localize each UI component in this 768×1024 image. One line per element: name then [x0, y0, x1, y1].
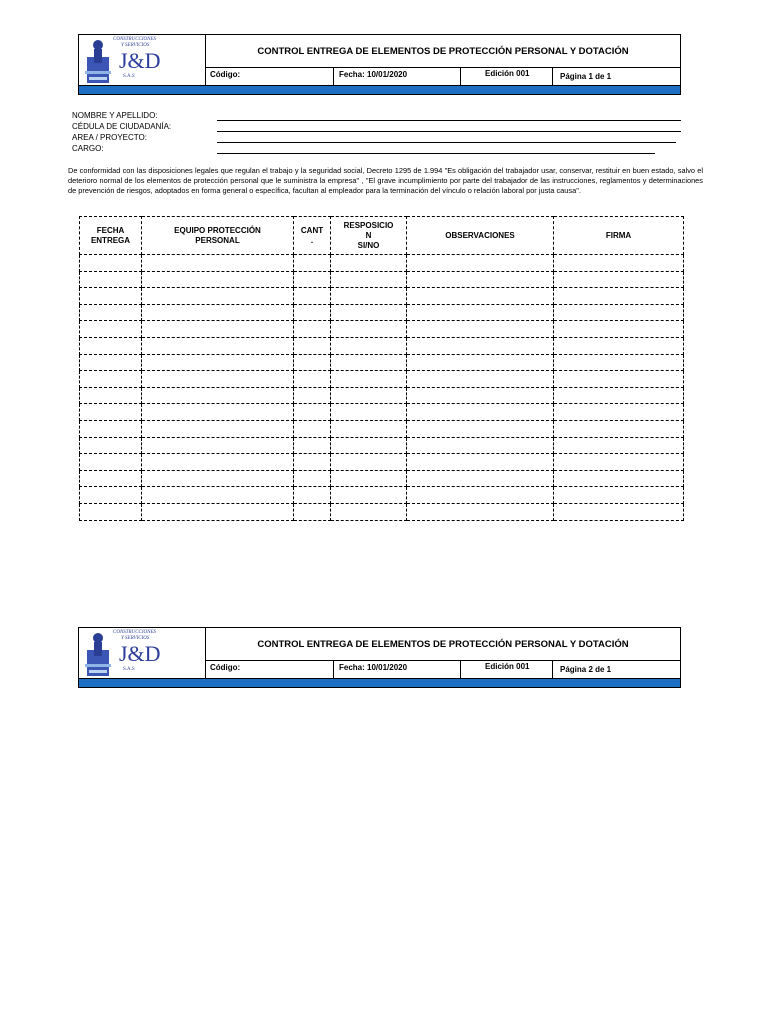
table-cell[interactable]	[407, 288, 554, 305]
table-row	[80, 304, 684, 321]
company-logo	[79, 628, 206, 679]
field-label: CÉDULA DE CIUDADANÍA:	[72, 122, 172, 131]
table-cell[interactable]	[554, 337, 684, 354]
pagina-label: Página 2 de 1	[560, 665, 612, 674]
table-cell[interactable]	[80, 437, 142, 454]
table-cell[interactable]	[142, 288, 294, 305]
table-cell[interactable]	[331, 371, 407, 388]
table-row	[80, 354, 684, 371]
document-header-page-1	[78, 34, 681, 95]
table-cell[interactable]	[294, 371, 331, 388]
table-row	[80, 337, 684, 354]
table-cell[interactable]	[80, 321, 142, 338]
table-cell[interactable]	[142, 337, 294, 354]
logo-initials: J&D	[119, 48, 161, 73]
logo-initials: J&D	[119, 641, 161, 666]
table-cell[interactable]	[407, 470, 554, 487]
table-cell[interactable]	[142, 271, 294, 288]
table-header-row	[80, 217, 684, 255]
table-cell[interactable]	[142, 354, 294, 371]
fecha-label: Fecha: 10/01/2020	[334, 661, 461, 679]
table-cell[interactable]	[142, 470, 294, 487]
table-cell[interactable]	[331, 420, 407, 437]
table-cell[interactable]	[554, 271, 684, 288]
header-cant	[294, 217, 331, 255]
table-cell[interactable]	[80, 255, 142, 272]
table-cell[interactable]	[142, 371, 294, 388]
table-row	[80, 437, 684, 454]
table-row	[80, 470, 684, 487]
header-text: RESPOSICIO	[343, 220, 394, 230]
table-cell[interactable]	[294, 354, 331, 371]
table-cell[interactable]	[554, 470, 684, 487]
header-text: FECHA	[96, 225, 125, 235]
table-cell[interactable]	[80, 404, 142, 421]
table-cell[interactable]	[294, 337, 331, 354]
logo-suffix: S.A.S	[123, 667, 135, 672]
field-line[interactable]	[217, 131, 681, 132]
table-cell[interactable]	[407, 404, 554, 421]
document-title: CONTROL ENTREGA DE ELEMENTOS DE PROTECCIÓN PERSONAL Y DOTACIÓN	[206, 628, 680, 661]
table-row	[80, 454, 684, 471]
delivery-table	[79, 216, 684, 521]
table-cell[interactable]	[407, 387, 554, 404]
edicion-label: Edición 001	[461, 661, 553, 679]
table-cell[interactable]	[407, 371, 554, 388]
table-cell[interactable]	[80, 337, 142, 354]
table-cell[interactable]	[80, 420, 142, 437]
table-cell[interactable]	[407, 304, 554, 321]
table-cell[interactable]	[554, 387, 684, 404]
table-cell[interactable]	[331, 437, 407, 454]
field-label: AREA / PROYECTO:	[72, 133, 147, 142]
header-reposicion	[331, 217, 407, 255]
table-cell[interactable]	[80, 387, 142, 404]
table-cell[interactable]	[294, 255, 331, 272]
table-cell[interactable]	[407, 503, 554, 520]
header-text: SI/NO	[357, 240, 380, 250]
document-header-page-2	[78, 627, 681, 688]
table-cell[interactable]	[142, 454, 294, 471]
table-cell[interactable]	[294, 437, 331, 454]
field-line[interactable]	[217, 142, 676, 143]
company-logo	[79, 35, 206, 86]
table-cell[interactable]	[142, 304, 294, 321]
document-title: CONTROL ENTREGA DE ELEMENTOS DE PROTECCIÓN PERSONAL Y DOTACIÓN	[206, 35, 680, 68]
table-body	[80, 255, 684, 521]
table-cell[interactable]	[294, 470, 331, 487]
table-cell[interactable]	[407, 321, 554, 338]
table-cell[interactable]	[407, 487, 554, 504]
table-cell[interactable]	[331, 404, 407, 421]
table-cell[interactable]	[80, 271, 142, 288]
table-cell[interactable]	[294, 454, 331, 471]
table-row	[80, 503, 684, 520]
table-row	[80, 487, 684, 504]
table-cell[interactable]	[407, 437, 554, 454]
table-cell[interactable]	[142, 487, 294, 504]
table-cell[interactable]	[331, 288, 407, 305]
table-cell[interactable]	[407, 454, 554, 471]
table-cell[interactable]	[554, 255, 684, 272]
table-row	[80, 288, 684, 305]
table-cell[interactable]	[331, 255, 407, 272]
table-cell[interactable]	[331, 487, 407, 504]
logo-line-1: CONSTRUCCIONES	[113, 630, 157, 635]
table-cell[interactable]	[142, 387, 294, 404]
header-text: PERSONAL	[195, 235, 240, 245]
field-label: NOMBRE Y APELLIDO:	[72, 111, 158, 120]
header-text: N	[365, 230, 372, 240]
document-meta	[206, 68, 680, 86]
table-cell[interactable]	[331, 470, 407, 487]
header-color-bar	[79, 85, 680, 94]
field-line[interactable]	[217, 120, 681, 121]
logo-line-1: CONSTRUCCIONES	[113, 37, 157, 42]
edicion-label: Edición 001	[461, 68, 553, 86]
table-row	[80, 387, 684, 404]
table-cell[interactable]	[80, 470, 142, 487]
table-cell[interactable]	[294, 304, 331, 321]
table-cell[interactable]	[554, 420, 684, 437]
legal-paragraph: De conformidad con las disposiciones legales que regulan el trabajo y la seguridad social, Decreto 1295 de 1.994 "Es obligación del trabajador usar, conservar, restituir en buen estado, salvo el deterioro normal de los elementos de protección personal que le suministra la empresa" , "El grave incumplimiento por parte del trabajador de las instrucciones, reglamentos y determinaciones de prevención de riesgos, adoptados en forma general o específica, facultan al empleador para la terminación del vínculo o relación laboral por justa causa".	[68, 166, 703, 195]
table-row	[80, 371, 684, 388]
table-cell[interactable]	[80, 487, 142, 504]
logo-suffix: S.A.S	[123, 74, 135, 79]
table-cell[interactable]	[407, 271, 554, 288]
table-cell[interactable]	[142, 404, 294, 421]
table-cell[interactable]	[407, 354, 554, 371]
table-cell[interactable]	[331, 321, 407, 338]
table-cell[interactable]	[331, 387, 407, 404]
table-cell[interactable]	[80, 371, 142, 388]
figure-icon	[83, 630, 113, 678]
table-cell[interactable]	[80, 454, 142, 471]
table-row	[80, 255, 684, 272]
table-cell[interactable]	[554, 437, 684, 454]
table-cell[interactable]	[142, 321, 294, 338]
table-cell[interactable]	[331, 454, 407, 471]
table-cell[interactable]	[142, 420, 294, 437]
header-text: .	[310, 235, 314, 245]
table-cell[interactable]	[294, 288, 331, 305]
table-cell[interactable]	[554, 304, 684, 321]
table-row	[80, 271, 684, 288]
codigo-label: Código:	[206, 68, 334, 86]
field-label: CARGO:	[72, 144, 104, 153]
table-row	[80, 404, 684, 421]
table-cell[interactable]	[80, 288, 142, 305]
header-observaciones: OBSERVACIONES	[407, 217, 554, 255]
table-cell[interactable]	[331, 354, 407, 371]
table-cell[interactable]	[331, 271, 407, 288]
table-cell[interactable]	[331, 304, 407, 321]
logo-line-2: Y SERVICIOS	[121, 636, 150, 641]
fecha-label: Fecha: 10/01/2020	[334, 68, 461, 86]
table-cell[interactable]	[407, 337, 554, 354]
table-cell[interactable]	[294, 487, 331, 504]
table-cell[interactable]	[142, 255, 294, 272]
table-cell[interactable]	[554, 454, 684, 471]
table-cell[interactable]	[554, 503, 684, 520]
table-cell[interactable]	[294, 503, 331, 520]
header-color-bar	[79, 678, 680, 687]
table-row	[80, 321, 684, 338]
header-text: CANT	[300, 225, 324, 235]
table-cell[interactable]	[294, 271, 331, 288]
figure-icon	[83, 37, 113, 85]
table-cell[interactable]	[554, 288, 684, 305]
table-cell[interactable]	[554, 371, 684, 388]
table-cell[interactable]	[294, 404, 331, 421]
header-text: ENTREGA	[90, 235, 131, 245]
table-cell[interactable]	[294, 321, 331, 338]
table-cell[interactable]	[554, 487, 684, 504]
table-cell[interactable]	[80, 354, 142, 371]
field-line[interactable]	[217, 153, 655, 154]
table-cell[interactable]	[142, 437, 294, 454]
table-cell[interactable]	[554, 354, 684, 371]
table-cell[interactable]	[554, 321, 684, 338]
table-cell[interactable]	[331, 503, 407, 520]
header-firma: FIRMA	[554, 217, 684, 255]
table-cell[interactable]	[407, 420, 554, 437]
table-cell[interactable]	[80, 304, 142, 321]
table-cell[interactable]	[294, 420, 331, 437]
table-cell[interactable]	[142, 503, 294, 520]
table-cell[interactable]	[294, 387, 331, 404]
logo-line-2: Y SERVICIOS	[121, 43, 150, 48]
table-row	[80, 420, 684, 437]
table-cell[interactable]	[80, 503, 142, 520]
header-fecha-entrega	[80, 217, 142, 255]
table-cell[interactable]	[554, 404, 684, 421]
header-text: EQUIPO PROTECCIÓN	[174, 225, 261, 235]
document-meta	[206, 661, 680, 679]
header-equipo	[142, 217, 294, 255]
pagina-label: Página 1 de 1	[560, 72, 612, 81]
table-cell[interactable]	[407, 255, 554, 272]
table-cell[interactable]	[331, 337, 407, 354]
codigo-label: Código:	[206, 661, 334, 679]
